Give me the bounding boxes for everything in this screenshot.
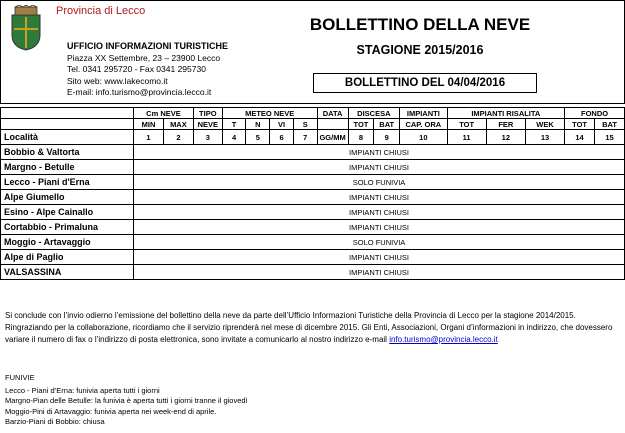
header-t: T bbox=[222, 119, 246, 130]
season-title: STAGIONE 2015/2016 bbox=[356, 43, 484, 57]
email-link[interactable]: info.turismo@provincia.lecco.it bbox=[389, 335, 498, 344]
closing-paragraph bbox=[5, 310, 619, 346]
bulletin-header bbox=[0, 0, 625, 104]
location-name: Esino - Alpe Cainallo bbox=[1, 205, 134, 220]
funivie-title: FUNIVIE bbox=[5, 373, 35, 382]
office-contact bbox=[67, 41, 228, 99]
table-header-sub bbox=[1, 119, 625, 130]
column-number: 8 bbox=[348, 130, 374, 145]
column-number: 15 bbox=[595, 130, 625, 145]
location-name: VALSASSINA bbox=[1, 265, 134, 280]
location-status: SOLO FUNIVIA bbox=[134, 235, 625, 250]
funivie-line: Lecco - Piani d’Erna: funivia aperta tutti i giorni bbox=[5, 385, 160, 395]
column-number: 5 bbox=[246, 130, 270, 145]
column-number: 12 bbox=[486, 130, 525, 145]
table-row bbox=[1, 250, 625, 265]
table-row bbox=[1, 205, 625, 220]
office-address: Piazza XX Settembre, 23 – 23900 Lecco bbox=[67, 52, 221, 63]
column-number: 2 bbox=[163, 130, 193, 145]
location-name: Lecco - Piani d'Erna bbox=[1, 175, 134, 190]
column-number: 7 bbox=[293, 130, 317, 145]
funivie-line: Moggio-Pini di Artavaggio: funivia aperta nei week-end di aprile. bbox=[5, 406, 217, 416]
office-website: Sito web: www.lakecomo.it bbox=[67, 75, 168, 86]
location-name: Moggio - Artavaggio bbox=[1, 235, 134, 250]
header-discesa: DISCESA bbox=[348, 108, 400, 119]
table-row bbox=[1, 265, 625, 280]
header-tot: TOT bbox=[565, 119, 595, 130]
table-row bbox=[1, 175, 625, 190]
table-row bbox=[1, 145, 625, 160]
header-blank bbox=[1, 119, 134, 130]
location-status: IMPIANTI CHIUSI bbox=[134, 145, 625, 160]
location-name: Bobbio & Valtorta bbox=[1, 145, 134, 160]
header-impianti-risalita: IMPIANTI RISALITA bbox=[447, 108, 565, 119]
header-cap-ora: CAP. ORA bbox=[400, 119, 447, 130]
table-row bbox=[1, 220, 625, 235]
bulletin-date: BOLLETTINO DEL 04/04/2016 bbox=[313, 73, 537, 93]
header-impianti: IMPIANTI bbox=[400, 108, 447, 119]
office-title: UFFICIO INFORMAZIONI TURISTICHE bbox=[67, 41, 228, 51]
office-phone: Tel. 0341 295720 - Fax 0341 295730 bbox=[67, 64, 206, 74]
location-status: IMPIANTI CHIUSI bbox=[134, 250, 625, 265]
location-status: IMPIANTI CHIUSI bbox=[134, 160, 625, 175]
location-status: IMPIANTI CHIUSI bbox=[134, 220, 625, 235]
bulletin-title: BOLLETTINO DELLA NEVE bbox=[309, 15, 531, 34]
table-row bbox=[1, 160, 625, 175]
office-email: E-mail: info.turismo@provincia.lecco.it bbox=[67, 87, 212, 97]
header-blank bbox=[317, 119, 348, 130]
location-name: Cortabbio - Primaluna bbox=[1, 220, 134, 235]
header-tipo: TIPO bbox=[193, 108, 222, 119]
header-data: DATA bbox=[317, 108, 348, 119]
table-header-numbers bbox=[1, 130, 625, 145]
header-tot: TOT bbox=[447, 119, 486, 130]
header-wek: WEK bbox=[525, 119, 564, 130]
header-bat: BAT bbox=[374, 119, 400, 130]
closing-text: Si conclude con l’invio odierno l’emissione del bollettino della neve da parte dell’Ufficio Informazioni Turistiche della Provincia di Lecco per la stagione 2014/2015. Ringraziando per la collaborazione, ricordiamo che il servizio riprenderà nel mese di dicembre 2015. Gli Enti, Associazioni, Organi d’informazioni in indirizzo, che dovessero variare il numero di fax o l’indirizzo di posta elettronica, sono invitate a comunicarlo al nostro indirizzo e-mail bbox=[5, 311, 613, 344]
header-fer: FER bbox=[486, 119, 525, 130]
header-cm-neve: Cm NEVE bbox=[134, 108, 194, 119]
table-row bbox=[1, 190, 625, 205]
column-number: 1 bbox=[134, 130, 164, 145]
location-name: Margno - Betulle bbox=[1, 160, 134, 175]
location-name: Alpe Giumello bbox=[1, 190, 134, 205]
column-number: 9 bbox=[374, 130, 400, 145]
column-number: 13 bbox=[525, 130, 564, 145]
header-fondo: FONDO bbox=[565, 108, 625, 119]
header-neve: NEVE bbox=[193, 119, 222, 130]
funivie-line: Margno-Pian delle Betulle: la funivia è aperta tutti i giorni tranne il giovedì bbox=[5, 396, 248, 405]
table-row bbox=[1, 235, 625, 250]
column-number: 14 bbox=[565, 130, 595, 145]
location-status: IMPIANTI CHIUSI bbox=[134, 265, 625, 280]
header-s: S bbox=[293, 119, 317, 130]
header-tot: TOT bbox=[348, 119, 374, 130]
province-name: Provincia di Lecco bbox=[56, 5, 146, 17]
location-status: SOLO FUNIVIA bbox=[134, 175, 625, 190]
column-number: 4 bbox=[222, 130, 246, 145]
header-vi: VI bbox=[270, 119, 294, 130]
location-status: IMPIANTI CHIUSI bbox=[134, 205, 625, 220]
header-bat: BAT bbox=[595, 119, 625, 130]
snow-report-table bbox=[0, 107, 625, 280]
location-status: IMPIANTI CHIUSI bbox=[134, 190, 625, 205]
column-number: GG/MM bbox=[317, 130, 348, 145]
header-n: N bbox=[246, 119, 270, 130]
column-number: 3 bbox=[193, 130, 222, 145]
location-name: Alpe di Paglio bbox=[1, 250, 134, 265]
funivie-section bbox=[5, 373, 248, 428]
funivie-line: Barzio-Piani di Bobbio: chiusa bbox=[5, 417, 105, 426]
header-blank bbox=[1, 108, 134, 119]
header-min: MIN bbox=[134, 119, 164, 130]
province-coat-of-arms-icon bbox=[8, 5, 44, 51]
column-number: 11 bbox=[447, 130, 486, 145]
header-meteo-neve: METEO NEVE bbox=[222, 108, 317, 119]
header-max: MAX bbox=[163, 119, 193, 130]
header-localita: Località bbox=[1, 130, 134, 145]
table-header-groups bbox=[1, 108, 625, 119]
column-number: 6 bbox=[270, 130, 294, 145]
column-number: 10 bbox=[400, 130, 447, 145]
